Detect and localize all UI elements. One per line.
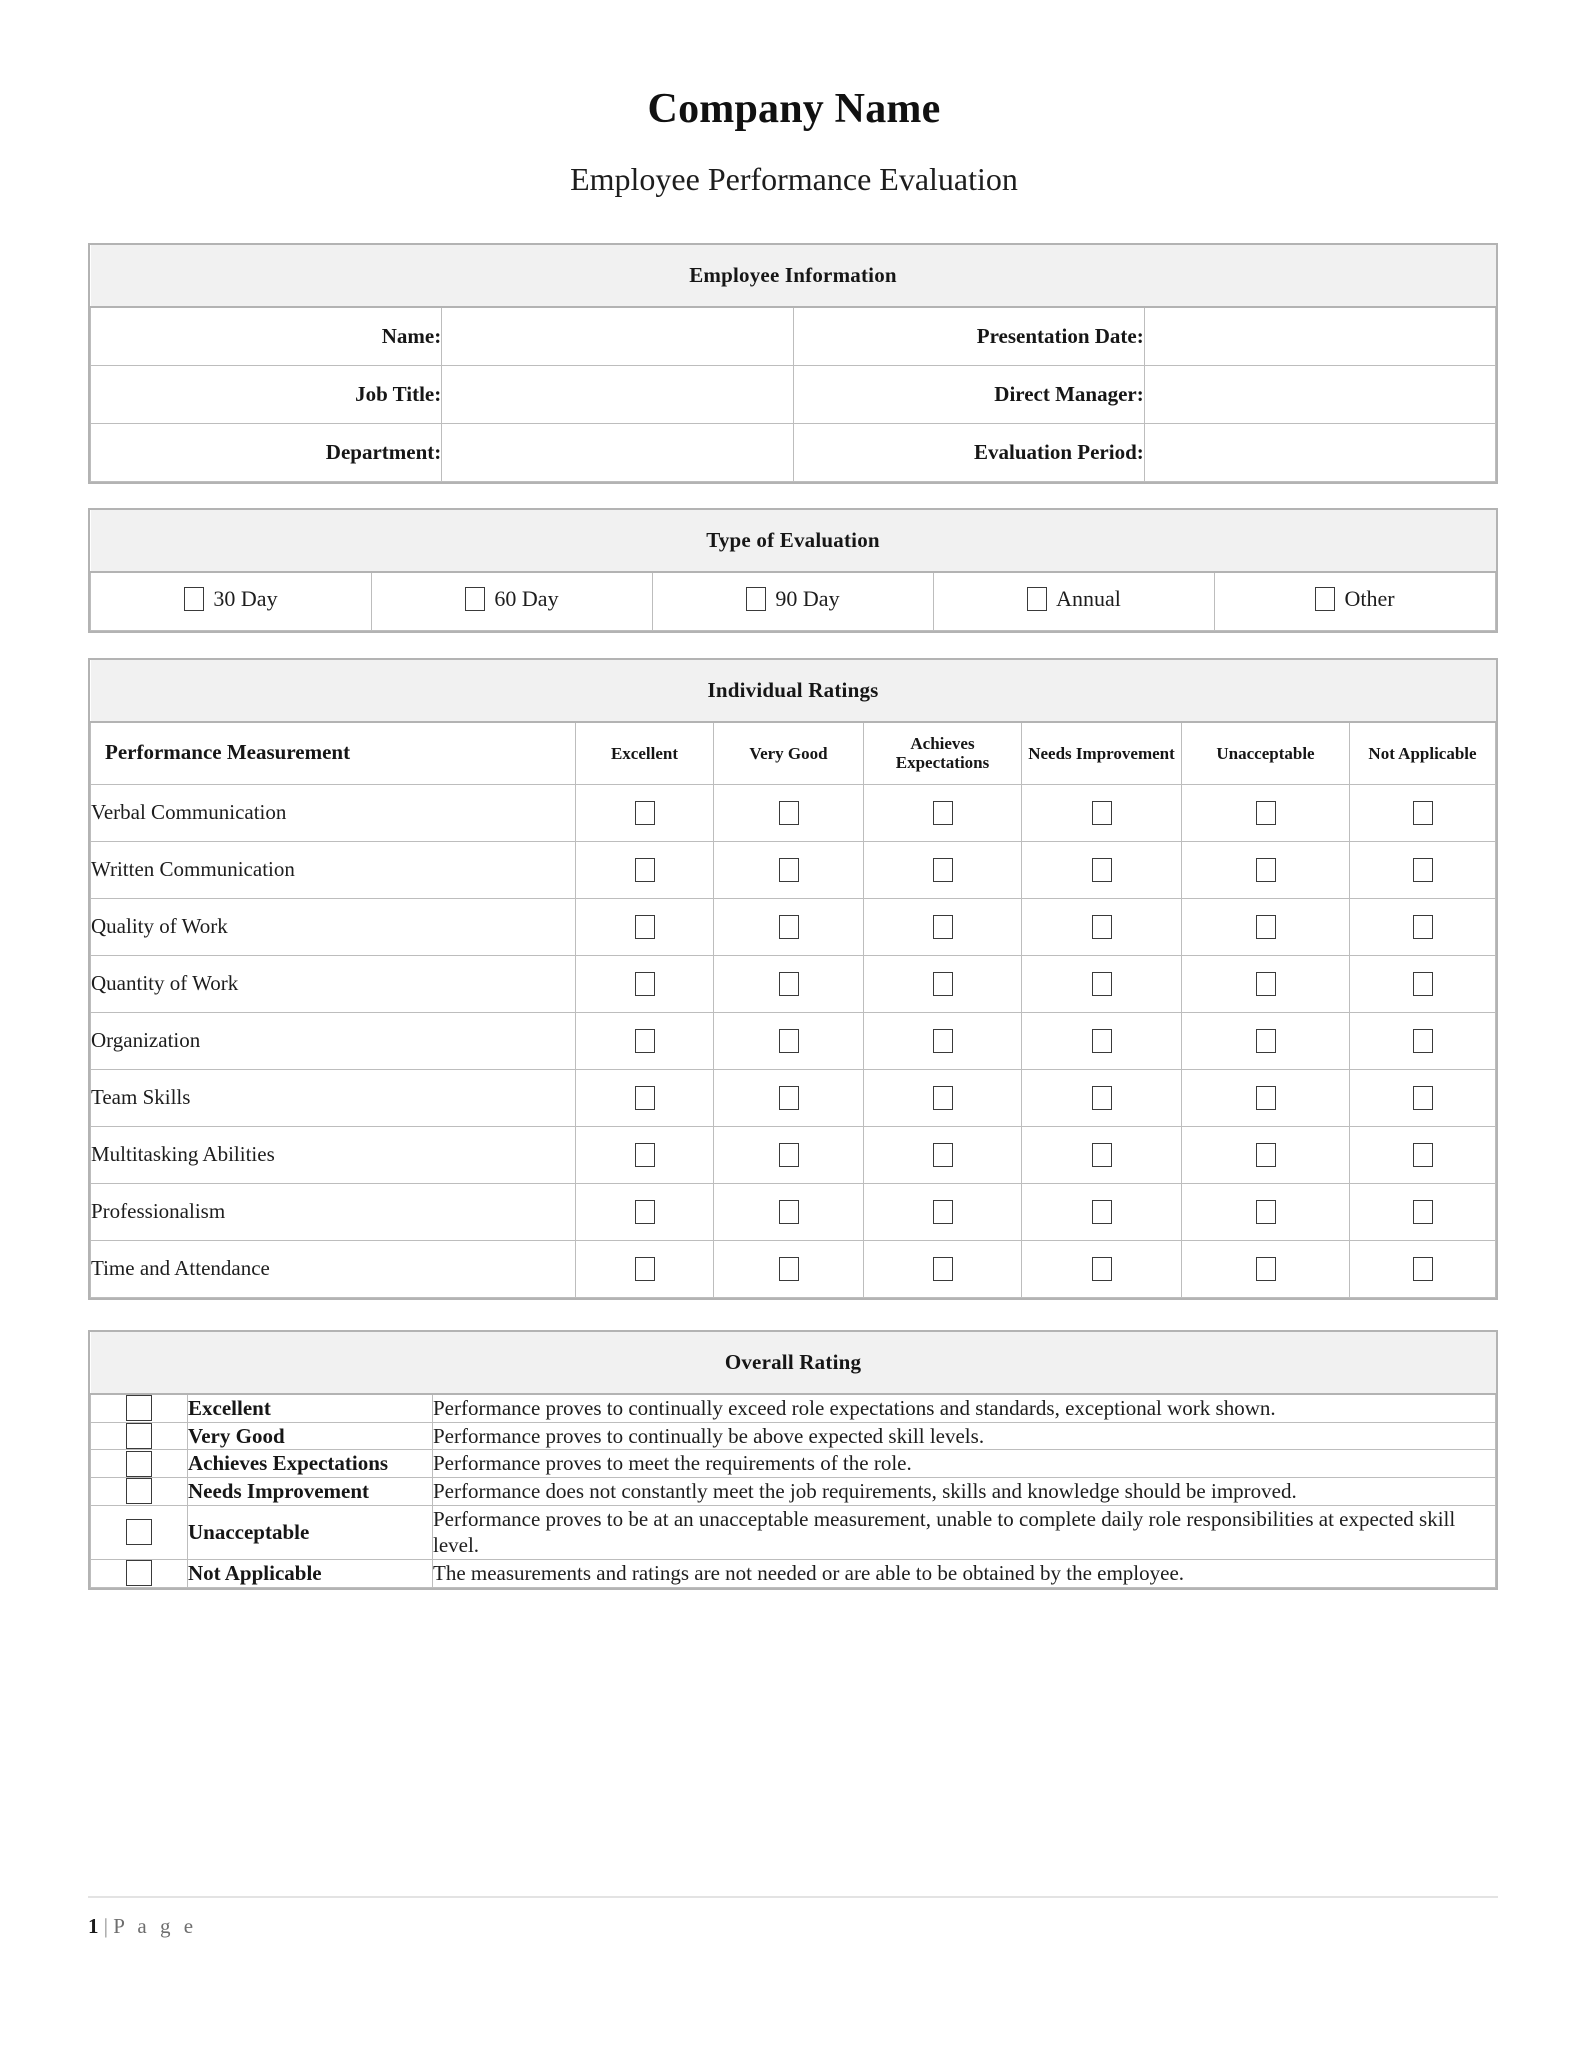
checkbox-icon[interactable] [635,801,655,825]
checkbox-icon[interactable] [1413,1143,1433,1167]
table-row [91,1505,1496,1559]
rating-cell-not-applicable[interactable] [1350,898,1496,955]
checkbox-icon[interactable] [465,587,485,611]
column-header-very-good: Very Good [714,722,864,784]
job-title-field[interactable] [442,365,793,423]
checkbox-icon[interactable] [126,1423,152,1449]
checkbox-icon[interactable] [126,1395,152,1421]
presentation-date-label: Presentation Date: [793,307,1144,365]
checkbox-icon[interactable] [126,1519,152,1545]
footer-page-word: P a g e [113,1914,198,1938]
rating-cell-achieves-expectations[interactable] [864,841,1022,898]
rating-cell-needs-improvement[interactable] [1022,1069,1182,1126]
rating-cell-not-applicable[interactable] [1350,1126,1496,1183]
overall-rating-description: The measurements and ratings are not needed or are able to be obtained by the employee. [433,1559,1496,1587]
checkbox-icon[interactable] [779,1200,799,1224]
rating-cell-unacceptable[interactable] [1182,1240,1350,1297]
checkbox-icon[interactable] [779,1143,799,1167]
evaluation-type-option-60-day[interactable] [372,572,653,630]
evaluation-type-option-other[interactable] [1215,572,1496,630]
rating-cell-needs-improvement[interactable] [1022,898,1182,955]
table-row [91,1422,1496,1450]
checkbox-icon[interactable] [1092,1143,1112,1167]
overall-rating-table [90,1332,1496,1588]
rating-cell-very-good[interactable] [714,784,864,841]
rating-cell-unacceptable[interactable] [1182,1126,1350,1183]
employee-information-heading: Employee Information [91,245,1496,307]
checkbox-icon[interactable] [1413,858,1433,882]
overall-rating-label: Unacceptable [188,1505,433,1559]
checkbox-icon[interactable] [933,1200,953,1224]
overall-rating-checkbox-achieves-expectations[interactable] [91,1450,188,1478]
rating-row-label: Quality of Work [91,898,576,955]
rating-cell-excellent[interactable] [576,1069,714,1126]
rating-row-label: Written Communication [91,841,576,898]
checkbox-icon[interactable] [1413,1200,1433,1224]
checkbox-icon[interactable] [779,801,799,825]
rating-row-label: Quantity of Work [91,955,576,1012]
rating-cell-not-applicable[interactable] [1350,1069,1496,1126]
table-row [91,1477,1496,1505]
overall-rating-checkbox-unacceptable[interactable] [91,1505,188,1559]
checkbox-icon[interactable] [779,1086,799,1110]
checkbox-icon[interactable] [1315,587,1335,611]
rating-cell-achieves-expectations[interactable] [864,1183,1022,1240]
table-row [91,784,1496,841]
rating-cell-achieves-expectations[interactable] [864,1240,1022,1297]
name-field[interactable] [442,307,793,365]
overall-rating-heading: Overall Rating [91,1332,1496,1394]
section-header-row [91,245,1496,307]
checkbox-icon[interactable] [1413,1029,1433,1053]
page-subtitle: Employee Performance Evaluation [570,161,1018,197]
rating-cell-very-good[interactable] [714,955,864,1012]
checkbox-icon[interactable] [1256,1257,1276,1281]
job-title-label: Job Title: [91,365,442,423]
page-title: Company Name [647,86,941,132]
employee-information-table [90,245,1496,482]
overall-rating-label: Very Good [188,1422,433,1450]
column-header-excellent: Excellent [576,722,714,784]
overall-rating-description: Performance proves to meet the requirements of the role. [433,1450,1496,1478]
table-row [91,1183,1496,1240]
rating-row-label: Multitasking Abilities [91,1126,576,1183]
checkbox-icon[interactable] [933,801,953,825]
table-row [91,1012,1496,1069]
checkbox-icon[interactable] [746,587,766,611]
checkbox-icon[interactable] [1092,1086,1112,1110]
rating-cell-very-good[interactable] [714,1183,864,1240]
checkbox-icon[interactable] [933,858,953,882]
checkbox-icon[interactable] [1256,1200,1276,1224]
overall-rating-label: Achieves Expectations [188,1450,433,1478]
rating-cell-unacceptable[interactable] [1182,784,1350,841]
option-label: 30 Day [213,585,278,611]
table-row [91,841,1496,898]
checkbox-icon[interactable] [933,1029,953,1053]
evaluation-type-option-annual[interactable] [934,572,1215,630]
rating-cell-excellent[interactable] [576,955,714,1012]
table-row [91,1394,1496,1422]
rating-cell-excellent[interactable] [576,1012,714,1069]
rating-row-label: Team Skills [91,1069,576,1126]
checkbox-icon[interactable] [126,1478,152,1504]
rating-cell-needs-improvement[interactable] [1022,841,1182,898]
rating-cell-not-applicable[interactable] [1350,1240,1496,1297]
checkbox-icon[interactable] [1092,972,1112,996]
individual-ratings-table [90,660,1496,1298]
rating-cell-excellent[interactable] [576,784,714,841]
type-of-evaluation-heading: Type of Evaluation [91,510,1496,572]
overall-rating-checkbox-not-applicable[interactable] [91,1559,188,1587]
column-header-achieves-expectations: Achieves Expectations [864,722,1022,784]
table-row [91,1240,1496,1297]
rating-cell-not-applicable[interactable] [1350,841,1496,898]
section-header-row [91,510,1496,572]
type-of-evaluation-table [90,510,1496,631]
checkbox-icon[interactable] [779,972,799,996]
rating-cell-achieves-expectations[interactable] [864,1012,1022,1069]
checkbox-icon[interactable] [1413,1257,1433,1281]
rating-row-label: Time and Attendance [91,1240,576,1297]
rating-cell-unacceptable[interactable] [1182,1183,1350,1240]
overall-rating-label: Not Applicable [188,1559,433,1587]
rating-cell-needs-improvement[interactable] [1022,955,1182,1012]
rating-cell-needs-improvement[interactable] [1022,1126,1182,1183]
rating-cell-unacceptable[interactable] [1182,1069,1350,1126]
checkbox-icon[interactable] [1256,1086,1276,1110]
rating-cell-very-good[interactable] [714,1069,864,1126]
rating-row-label: Verbal Communication [91,784,576,841]
table-row [91,898,1496,955]
overall-rating-checkbox-excellent[interactable] [91,1394,188,1422]
evaluation-period-label: Evaluation Period: [793,423,1144,481]
rating-cell-not-applicable[interactable] [1350,955,1496,1012]
checkbox-icon[interactable] [933,972,953,996]
individual-ratings-heading: Individual Ratings [91,660,1496,722]
rating-cell-excellent[interactable] [576,1126,714,1183]
table-row [91,307,1496,365]
overall-rating-description: Performance proves to be at an unacceptable measurement, unable to complete daily role responsibilities at expected skill level. [433,1505,1496,1559]
checkbox-icon[interactable] [779,915,799,939]
employee-information-section [88,243,1498,484]
rating-cell-not-applicable[interactable] [1350,1012,1496,1069]
rating-cell-very-good[interactable] [714,1126,864,1183]
rating-cell-unacceptable[interactable] [1182,898,1350,955]
presentation-date-field[interactable] [1144,307,1495,365]
footer-page-indicator [88,1914,1498,1939]
option-label: Annual [1056,585,1121,611]
checkbox-icon[interactable] [933,1257,953,1281]
checkbox-icon[interactable] [1092,801,1112,825]
checkbox-icon[interactable] [126,1451,152,1477]
checkbox-icon[interactable] [635,915,655,939]
rating-cell-not-applicable[interactable] [1350,1183,1496,1240]
table-row [91,423,1496,481]
checkbox-icon[interactable] [1256,1143,1276,1167]
rating-cell-excellent[interactable] [576,1240,714,1297]
checkbox-icon[interactable] [933,1143,953,1167]
evaluation-period-field[interactable] [1144,423,1495,481]
rating-cell-unacceptable[interactable] [1182,1012,1350,1069]
rating-cell-achieves-expectations[interactable] [864,1126,1022,1183]
section-header-row [91,660,1496,722]
checkbox-icon[interactable] [1027,587,1047,611]
checkbox-icon[interactable] [126,1560,152,1586]
option-label: 60 Day [494,585,559,611]
name-label: Name: [91,307,442,365]
checkbox-icon[interactable] [1413,915,1433,939]
checkbox-icon[interactable] [1256,858,1276,882]
checkbox-icon[interactable] [1413,972,1433,996]
evaluation-type-option-90-day[interactable] [653,572,934,630]
rating-cell-unacceptable[interactable] [1182,955,1350,1012]
rating-cell-needs-improvement[interactable] [1022,1183,1182,1240]
rating-cell-achieves-expectations[interactable] [864,784,1022,841]
checkbox-icon[interactable] [933,915,953,939]
checkbox-icon[interactable] [1413,801,1433,825]
section-header-row [91,1332,1496,1394]
rating-cell-achieves-expectations[interactable] [864,898,1022,955]
column-header-measurement: Performance Measurement [91,722,576,784]
table-row [91,955,1496,1012]
checkbox-icon[interactable] [779,1029,799,1053]
checkbox-icon[interactable] [1092,858,1112,882]
option-label: 90 Day [775,585,840,611]
checkbox-icon[interactable] [1092,915,1112,939]
checkbox-icon[interactable] [1256,915,1276,939]
rating-row-label: Professionalism [91,1183,576,1240]
checkbox-icon[interactable] [1256,801,1276,825]
column-header-row [91,722,1496,784]
checkbox-icon[interactable] [1413,1086,1433,1110]
evaluation-type-option-30-day[interactable] [91,572,372,630]
overall-rating-label: Excellent [188,1394,433,1422]
rating-cell-not-applicable[interactable] [1350,784,1496,841]
rating-cell-needs-improvement[interactable] [1022,784,1182,841]
checkbox-icon[interactable] [933,1086,953,1110]
checkbox-icon[interactable] [1092,1200,1112,1224]
checkbox-icon[interactable] [635,1086,655,1110]
overall-rating-checkbox-very-good[interactable] [91,1422,188,1450]
rating-cell-excellent[interactable] [576,1183,714,1240]
table-row [91,572,1496,630]
rating-cell-very-good[interactable] [714,1240,864,1297]
checkbox-icon[interactable] [184,587,204,611]
checkbox-icon[interactable] [635,1143,655,1167]
footer-separator: | [98,1914,114,1938]
type-of-evaluation-section [88,508,1498,633]
checkbox-icon[interactable] [779,858,799,882]
rating-cell-unacceptable[interactable] [1182,841,1350,898]
individual-ratings-section [88,658,1498,1300]
rating-cell-achieves-expectations[interactable] [864,1069,1022,1126]
direct-manager-field[interactable] [1144,365,1495,423]
checkbox-icon[interactable] [1256,972,1276,996]
table-row [91,1450,1496,1478]
table-row [91,1559,1496,1587]
table-row [91,1069,1496,1126]
table-row [91,1126,1496,1183]
rating-cell-needs-improvement[interactable] [1022,1012,1182,1069]
rating-cell-achieves-expectations[interactable] [864,955,1022,1012]
overall-rating-description: Performance does not constantly meet the job requirements, skills and knowledge should be improved. [433,1477,1496,1505]
checkbox-icon[interactable] [635,972,655,996]
rating-cell-very-good[interactable] [714,898,864,955]
rating-row-label: Organization [91,1012,576,1069]
rating-cell-very-good[interactable] [714,1012,864,1069]
department-field[interactable] [442,423,793,481]
overall-rating-description: Performance proves to continually be above expected skill levels. [433,1422,1496,1450]
page-footer [88,1896,1498,1939]
checkbox-icon[interactable] [635,1257,655,1281]
rating-cell-needs-improvement[interactable] [1022,1240,1182,1297]
checkbox-icon[interactable] [1256,1029,1276,1053]
overall-rating-description: Performance proves to continually exceed role expectations and standards, exceptional work shown. [433,1394,1496,1422]
column-header-not-applicable: Not Applicable [1350,722,1496,784]
rating-cell-excellent[interactable] [576,898,714,955]
department-label: Department: [91,423,442,481]
overall-rating-checkbox-needs-improvement[interactable] [91,1477,188,1505]
checkbox-icon[interactable] [635,1200,655,1224]
checkbox-icon[interactable] [1092,1029,1112,1053]
rating-cell-excellent[interactable] [576,841,714,898]
direct-manager-label: Direct Manager: [793,365,1144,423]
rating-cell-very-good[interactable] [714,841,864,898]
column-header-unacceptable: Unacceptable [1182,722,1350,784]
option-label: Other [1344,585,1395,611]
overall-rating-section [88,1330,1498,1590]
checkbox-icon[interactable] [635,1029,655,1053]
checkbox-icon[interactable] [1092,1257,1112,1281]
table-row [91,365,1496,423]
overall-rating-label: Needs Improvement [188,1477,433,1505]
column-header-needs-improvement: Needs Improvement [1022,722,1182,784]
footer-page-number: 1 [88,1914,99,1938]
checkbox-icon[interactable] [635,858,655,882]
checkbox-icon[interactable] [779,1257,799,1281]
